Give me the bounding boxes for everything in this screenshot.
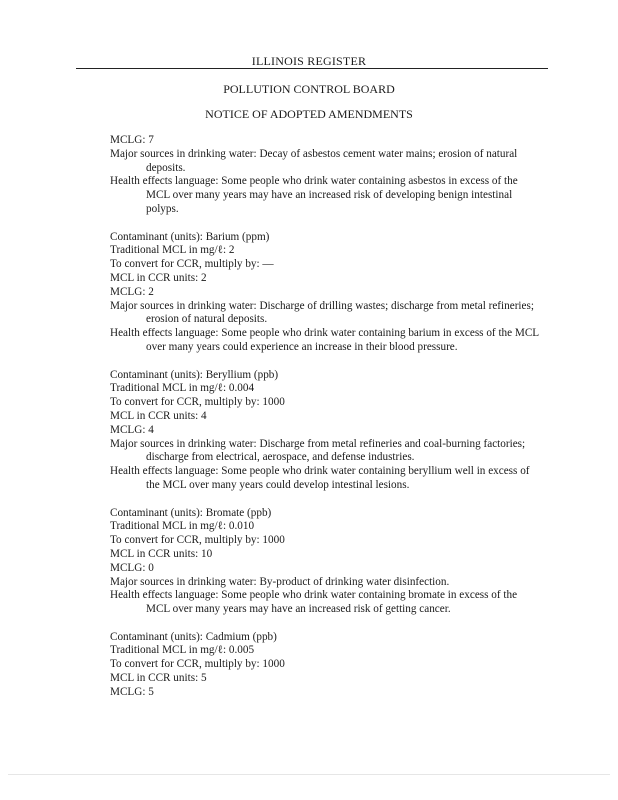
asbestos-sources: Major sources in drinking water: Decay of asbestos cement water mains; erosion of natural deposits.	[110, 147, 518, 174]
beryllium-traditional-mcl: Traditional MCL in mg/ℓ: 0.004	[110, 382, 255, 395]
section-gap	[110, 617, 540, 631]
cadmium-contaminant: Contaminant (units): Cadmium (ppb)	[110, 630, 277, 643]
barium-traditional-mcl: Traditional MCL in mg/ℓ: 2	[110, 244, 235, 257]
asbestos-mclg: MCLG: 7	[110, 134, 154, 146]
barium-mcl-ccr: MCL in CCR units: 2	[110, 271, 207, 284]
scan-edge-line	[8, 774, 610, 775]
bromate-traditional-mcl: Traditional MCL in mg/ℓ: 0.010	[110, 520, 255, 533]
barium-health-effects: Health effects language: Some people who drink water containing barium in excess of the MCL over many years could experience an increase in their blood pressure.	[110, 327, 539, 353]
beryllium-mcl-ccr: MCL in CCR units: 4	[110, 409, 207, 422]
bromate-sources: Major sources in drinking water: By-product of drinking water disinfection.	[110, 575, 450, 588]
bromate-mcl-ccr: MCL in CCR units: 10	[110, 547, 213, 560]
barium-convert: To convert for CCR, multiply by: —	[110, 258, 274, 271]
document-body	[110, 134, 540, 700]
asbestos-health-effects: Health effects language: Some people who drink water containing asbestos in excess of the MCL over many years may have an increased risk of developing benign intestinal polyps.	[110, 175, 518, 215]
cadmium-convert: To convert for CCR, multiply by: 1000	[110, 658, 285, 671]
beryllium-health-effects: Health effects language: Some people who drink water containing beryllium well in excess of the MCL over many years could develop intestinal lesions.	[110, 465, 530, 491]
bromate-health-effects: Health effects language: Some people who drink water containing bromate in excess of the MCL over many years may have an increased risk of getting cancer.	[110, 589, 518, 616]
section-gap	[110, 493, 540, 507]
cadmium-mcl-ccr: MCL in CCR units: 5	[110, 672, 207, 685]
bromate-convert: To convert for CCR, multiply by: 1000	[110, 534, 285, 547]
bromate-mclg: MCLG: 0	[110, 561, 154, 574]
barium-contaminant: Contaminant (units): Barium (ppm)	[110, 230, 270, 243]
board-name: POLLUTION CONTROL BOARD	[223, 82, 395, 96]
cadmium-mclg: MCLG: 5	[110, 685, 154, 698]
cadmium-traditional-mcl: Traditional MCL in mg/ℓ: 0.005	[110, 644, 255, 657]
notice-title: NOTICE OF ADOPTED AMENDMENTS	[205, 107, 413, 121]
beryllium-convert: To convert for CCR, multiply by: 1000	[110, 396, 285, 409]
section-gap	[110, 355, 540, 369]
register-title: ILLINOIS REGISTER	[251, 54, 367, 68]
beryllium-contaminant: Contaminant (units): Beryllium (ppb)	[110, 368, 279, 381]
barium-sources: Major sources in drinking water: Discharge of drilling wastes; discharge from metal refineries; erosion of natural deposits.	[110, 299, 534, 326]
beryllium-sources: Major sources in drinking water: Discharge from metal refineries and coal-burning factories; discharge from electrical, aerospace, and defense industries.	[110, 437, 526, 464]
header-divider	[76, 68, 548, 69]
beryllium-mclg: MCLG: 4	[110, 423, 154, 436]
section-gap	[110, 217, 540, 231]
bromate-contaminant: Contaminant (units): Bromate (ppb)	[110, 506, 272, 519]
barium-mclg: MCLG: 2	[110, 285, 154, 298]
